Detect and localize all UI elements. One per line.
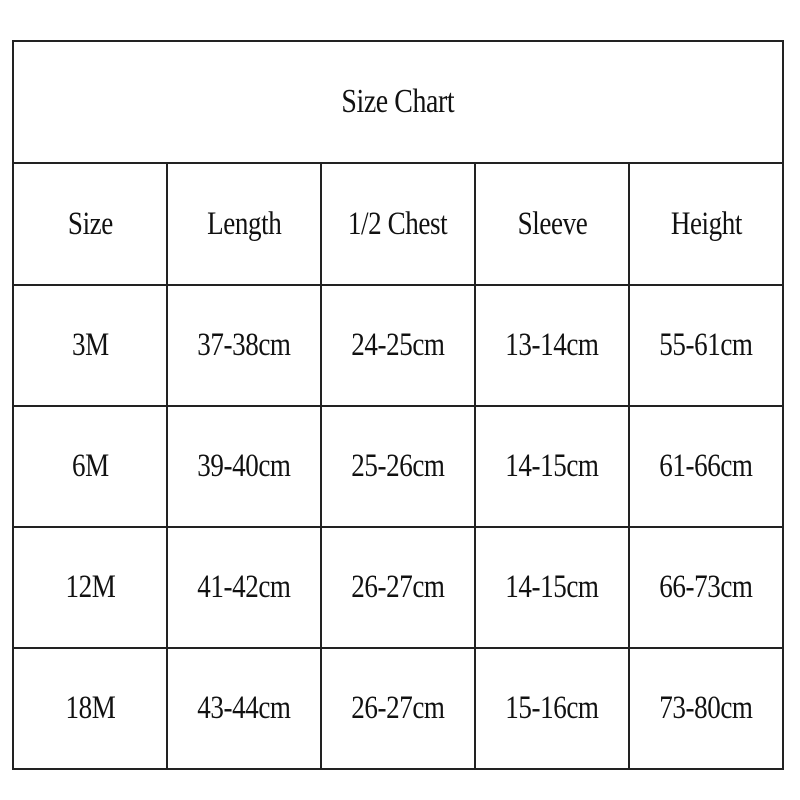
table-cell (475, 527, 629, 648)
title-row (13, 41, 783, 163)
size-chart-table (12, 40, 784, 770)
cell-text: 73-80cm (659, 690, 753, 726)
table-cell (167, 406, 321, 527)
column-header-sleeve (475, 163, 629, 285)
column-header-half-chest (321, 163, 475, 285)
cell-text: 6M (71, 448, 109, 484)
cell-text: 13-14cm (505, 327, 599, 363)
cell-text: 24-25cm (351, 327, 445, 363)
table-cell (321, 527, 475, 648)
table-row (13, 285, 783, 406)
table-cell (167, 648, 321, 769)
table-title (13, 41, 783, 163)
cell-text: 66-73cm (659, 569, 753, 605)
cell-text: 43-44cm (197, 690, 291, 726)
column-header-label: Length (206, 205, 282, 242)
cell-text: 37-38cm (197, 327, 291, 363)
cell-text: 61-66cm (659, 448, 753, 484)
column-header-label: Height (670, 205, 742, 242)
column-header-length (167, 163, 321, 285)
table-cell (167, 527, 321, 648)
table-cell (167, 285, 321, 406)
table-cell (321, 285, 475, 406)
table-cell (475, 648, 629, 769)
cell-text: 41-42cm (197, 569, 291, 605)
header-row (13, 163, 783, 285)
table-cell (321, 648, 475, 769)
cell-text: 26-27cm (351, 690, 445, 726)
table-cell (629, 648, 783, 769)
table-cell (13, 648, 167, 769)
table-cell (629, 527, 783, 648)
column-header-height (629, 163, 783, 285)
cell-text: 26-27cm (351, 569, 445, 605)
cell-text: 14-15cm (505, 448, 599, 484)
table-row (13, 648, 783, 769)
table-cell (13, 406, 167, 527)
cell-text: 3M (71, 327, 109, 363)
table-cell (475, 285, 629, 406)
column-header-label: 1/2 Chest (348, 205, 448, 242)
cell-text: 14-15cm (505, 569, 599, 605)
table-cell (629, 285, 783, 406)
cell-text: 12M (65, 569, 115, 605)
table-cell (629, 406, 783, 527)
table-cell (13, 285, 167, 406)
column-header-label: Size (67, 205, 113, 242)
cell-text: 18M (65, 690, 115, 726)
table-row (13, 527, 783, 648)
table-cell (13, 527, 167, 648)
column-header-label: Sleeve (517, 205, 587, 242)
cell-text: 39-40cm (197, 448, 291, 484)
cell-text: 15-16cm (505, 690, 599, 726)
table-row (13, 406, 783, 527)
cell-text: 55-61cm (659, 327, 753, 363)
table-cell (321, 406, 475, 527)
cell-text: 25-26cm (351, 448, 445, 484)
table-cell (475, 406, 629, 527)
column-header-size (13, 163, 167, 285)
table-title-text: Size Chart (341, 83, 455, 120)
